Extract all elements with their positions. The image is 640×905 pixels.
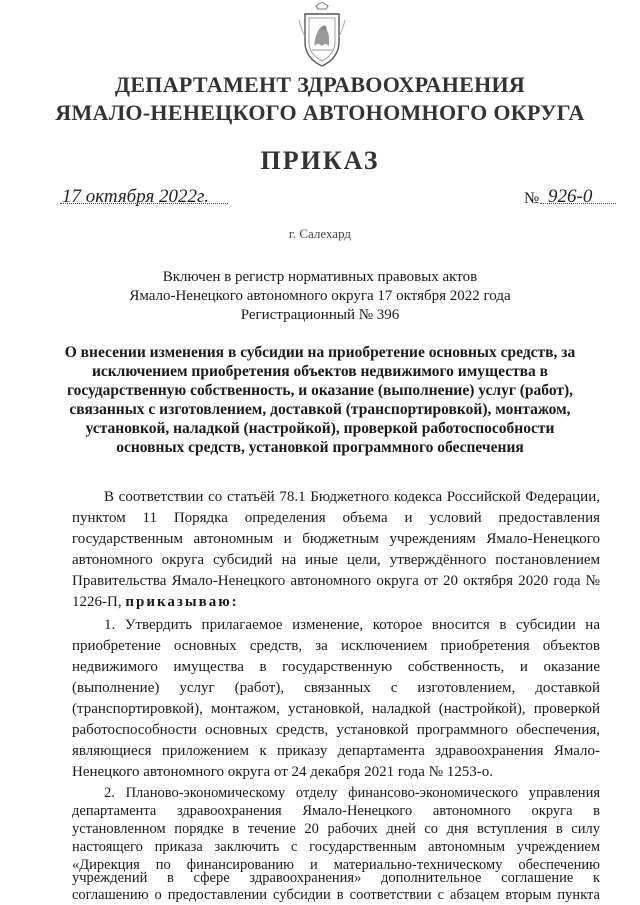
subject-line3: государственную собственность, и оказание (выполнение) услуг (работ),: [66, 382, 574, 399]
department-name-line1: ДЕПАРТАМЕНТ ЗДРАВООХРАНЕНИЯ: [114, 72, 526, 97]
registration-line1: Включен в регистр нормативных правовых актов: [162, 269, 478, 285]
order-date-handwritten: 17 октября 2022г.: [62, 186, 209, 207]
item1-line: (транспортировкой), монтажом, установкой, наладкой (настройкой), проверкой: [72, 701, 600, 717]
item1-line: работоспособности основных средств, установкой программного обеспечения,: [72, 722, 600, 738]
item1-line: являющиеся приложением к приказу департамента здравоохранения Ямало-: [72, 743, 600, 759]
item2-line: настоящего приказа заключить с государственным автономным учреждением: [72, 839, 600, 855]
coat-of-arms-emblem: [296, 2, 348, 68]
department-name-line2: ЯМАЛО-НЕНЕЦКОГО АВТОНОМНОГО ОКРУГА: [55, 100, 585, 125]
subject-line5: установкой, наладкой (настройкой), проверкой работоспособности: [85, 420, 555, 437]
preamble-line: автономного округа субсидий на иные цели, утверждённого постановлением: [72, 552, 600, 568]
item1-line: приобретение основных средств, за исключением приобретения объектов: [72, 638, 600, 654]
preamble-last-line: [72, 593, 600, 611]
subject-line4: связанных с изготовлением, доставкой (транспортировкой), монтажом,: [69, 401, 571, 418]
date-underline: [60, 203, 228, 204]
preamble-line: государственным автономным и бюджетным учреждениям Ямало-Ненецкого: [72, 531, 600, 547]
subject-line1: О внесении изменения в субсидии на приобретение основных средств, за: [64, 344, 576, 361]
registration-line2: Ямало-Ненецкого автономного округа 17 октября 2022 года: [129, 288, 511, 304]
item2-line: департамента здравоохранения Ямало-Ненецкого автономного округа в: [72, 803, 600, 819]
order-number-handwritten: 926-0: [548, 186, 593, 207]
item1-line: 1. Утвердить прилагаемое изменение, которое вносится в субсидии на: [104, 617, 600, 633]
preamble-line: пунктом 11 Порядка определения объема и условий предоставления: [72, 510, 600, 526]
city-name: г. Салехард: [288, 226, 352, 241]
order-title: ПРИКАЗ: [260, 146, 380, 175]
registration-line3: Регистрационный № 396: [240, 307, 400, 323]
item1-line: (выполнение) услуг (работ), связанных с изготовлением, доставкой: [72, 680, 600, 696]
item1-line: Ненецкого автономного округа от 24 декабря 2021 года № 1253-о.: [72, 764, 494, 780]
item1-line: недвижимого имущества в государственную собственность, и оказание: [72, 659, 600, 675]
item2-line: соглашению о предоставлении субсидии в соответствии с абзацем вторым пункта: [72, 887, 600, 903]
item2-line: «Дирекция по финансированию и материально-техническому обеспечению: [72, 857, 600, 873]
resolution-number: 1226-П,: [72, 594, 122, 610]
item2-line: учреждений в сфере здравоохранения» дополнительное соглашение к: [72, 870, 600, 886]
decree-word: приказываю:: [125, 594, 239, 610]
subject-line6: основных средств, установкой программного обеспечения: [116, 439, 524, 456]
item2-line: установленном порядке в течение 20 рабочих дней со дня вступления в силу: [72, 821, 600, 837]
preamble-line: В соответствии со статьёй 78.1 Бюджетного кодекса Российской Федерации,: [104, 489, 600, 505]
subject-line2: исключением приобретения объектов недвижимого имущества в: [91, 363, 549, 380]
number-underline: [540, 203, 616, 204]
preamble-line: Правительства Ямало-Ненецкого автономного округа от 20 октября 2020 года №: [72, 573, 600, 589]
item2-line: 2. Планово-экономическому отделу финансово-экономического управления: [104, 785, 600, 801]
number-sign: №: [524, 190, 540, 207]
